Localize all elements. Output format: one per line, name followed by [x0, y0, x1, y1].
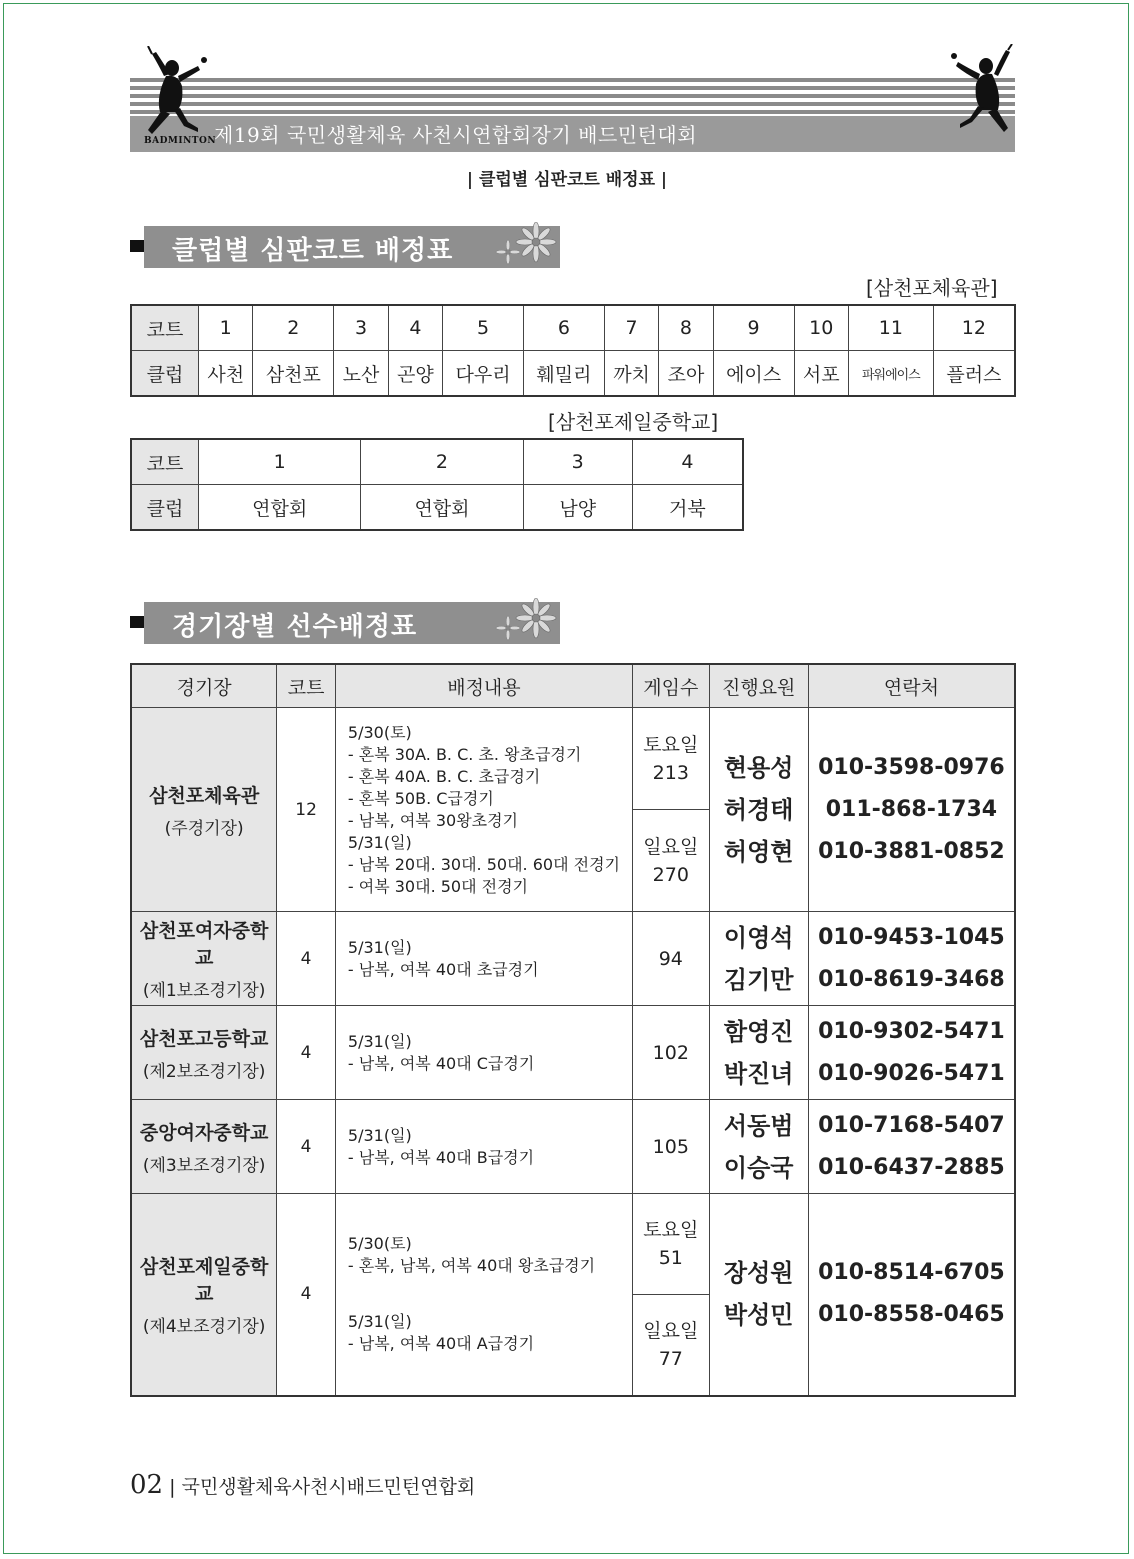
game-count	[632, 810, 709, 912]
staff-name: 이영석	[723, 922, 794, 952]
table-row	[131, 1100, 1015, 1194]
table-row	[131, 485, 743, 531]
club-cell: 조아	[659, 351, 713, 397]
column-header: 코트	[277, 664, 336, 708]
content-line: - 남복 20대. 30대. 50대. 60대 전경기	[347, 854, 620, 874]
section-title: 경기장별 선수배정표	[172, 612, 418, 642]
game-number: 270	[652, 863, 689, 886]
flower-icon	[490, 222, 564, 270]
footer-org-name: 국민생활체육사천시배드민턴연합회	[181, 1476, 476, 1498]
game-number: 213	[652, 761, 689, 784]
contact-cell	[808, 912, 1015, 1006]
game-day: 일요일	[643, 835, 699, 858]
content-line: - 여복 30대. 50대 전경기	[347, 876, 529, 896]
assignment-content	[335, 1194, 632, 1396]
table-header-row	[131, 664, 1015, 708]
page-footer	[130, 1470, 475, 1500]
table-row	[131, 439, 743, 485]
staff-cell	[709, 1194, 808, 1396]
court-cell: 8	[659, 305, 713, 351]
venue-name: 중앙여자중학교	[139, 1121, 269, 1144]
game-day: 토요일	[643, 1219, 699, 1241]
venue-name: 삼천포고등학교	[139, 1027, 269, 1050]
game-number: 102	[652, 1041, 689, 1064]
assignment-content	[335, 708, 632, 912]
venue-name: 삼천포제일중학교	[139, 1255, 269, 1305]
game-number: 105	[652, 1135, 689, 1158]
game-day: 일요일	[643, 1319, 699, 1342]
content-line: 5/30(토)	[347, 1234, 412, 1254]
row-label-club: 클럽	[131, 485, 199, 531]
assignment-content	[335, 1006, 632, 1100]
phone-number: 010-8619-3468	[818, 966, 1005, 992]
content-line: 5/31(일)	[347, 1312, 412, 1332]
court-cell: 6	[523, 305, 604, 351]
game-count	[632, 1100, 709, 1194]
game-number: 94	[658, 947, 683, 970]
court-cell: 1	[199, 305, 253, 351]
club-cell: 곤양	[388, 351, 442, 397]
court-count: 4	[277, 912, 336, 1006]
content-line: - 남복, 여복 30왕초경기	[347, 810, 519, 830]
court-count: 4	[277, 1006, 336, 1100]
court-cell: 1	[199, 439, 361, 485]
phone-number: 010-7168-5407	[818, 1112, 1005, 1138]
content-line: - 혼복, 남복, 여복 40대 왕초급경기	[347, 1256, 596, 1276]
staff-name: 허영현	[723, 836, 794, 866]
content-line: - 남복, 여복 40대 A급경기	[347, 1334, 535, 1354]
table-row	[131, 1006, 1015, 1100]
column-header: 배정내용	[335, 664, 632, 708]
content-line: 5/31(일)	[347, 832, 412, 852]
game-count	[632, 912, 709, 1006]
game-count	[632, 1006, 709, 1100]
banner-title: 제19회 국민생활체육 사천시연합회장기 배드민턴대회	[214, 123, 698, 147]
content-line: - 남복, 여복 40대 초급경기	[347, 959, 539, 979]
club-cell: 플러스	[933, 351, 1015, 397]
club-cell: 거북	[632, 485, 743, 531]
club-cell: 삼천포	[253, 351, 334, 397]
venue-cell	[131, 708, 277, 912]
table-row	[131, 708, 1015, 810]
phone-number: 011-868-1734	[825, 796, 998, 822]
court-cell: 5	[443, 305, 524, 351]
contact-cell	[808, 1194, 1015, 1396]
content-line: 5/31(일)	[347, 1031, 412, 1051]
content-line: - 혼복 30A. B. C. 초. 왕초급경기	[347, 744, 582, 764]
content-line: - 남복, 여복 40대 B급경기	[347, 1147, 535, 1167]
badminton-player-right-icon	[942, 44, 1022, 136]
page-number: 02	[130, 1470, 164, 1500]
row-label-court: 코트	[131, 439, 199, 485]
staff-name: 장성원	[723, 1258, 794, 1288]
section-title: 클럽별 심판코트 배정표	[172, 236, 454, 266]
venue-cell	[131, 1100, 277, 1194]
court-count: 4	[277, 1100, 336, 1194]
column-header: 진행요원	[709, 664, 808, 708]
staff-name: 서동범	[723, 1110, 794, 1140]
club-cell: 연합회	[199, 485, 361, 531]
phone-number: 010-3598-0976	[818, 754, 1005, 780]
referee-court-table-school	[130, 438, 744, 531]
content-line: - 남복, 여복 40대 C급경기	[347, 1053, 535, 1073]
column-header: 연락처	[808, 664, 1015, 708]
game-count	[632, 1194, 709, 1295]
row-label-court: 코트	[131, 305, 199, 351]
assignment-content	[335, 912, 632, 1006]
court-cell: 3	[334, 305, 388, 351]
club-cell: 훼밀리	[523, 351, 604, 397]
club-cell: 파워에이스	[848, 351, 933, 397]
badminton-player-left-icon	[138, 46, 218, 138]
contact-cell	[808, 708, 1015, 912]
phone-number: 010-9026-5471	[818, 1060, 1005, 1086]
club-cell: 노산	[334, 351, 388, 397]
flower-icon	[490, 598, 564, 646]
location-label-school: [삼천포제일중학교]	[548, 410, 719, 434]
row-label-club: 클럽	[131, 351, 199, 397]
game-count	[632, 708, 709, 810]
phone-number: 010-6437-2885	[818, 1154, 1005, 1180]
court-cell: 10	[794, 305, 848, 351]
staff-name: 박성민	[723, 1300, 794, 1330]
content-line: 5/31(일)	[347, 937, 412, 957]
phone-number: 010-9302-5471	[818, 1018, 1005, 1044]
content-line: - 혼복 40A. B. C. 초급경기	[347, 766, 541, 786]
game-number: 77	[658, 1347, 683, 1370]
venue-name: 삼천포체육관	[149, 784, 260, 807]
page-subtitle: | 클럽별 심판코트 배정표 |	[466, 170, 668, 190]
content-line: 5/30(토)	[347, 722, 412, 742]
court-count: 4	[277, 1194, 336, 1396]
game-number: 51	[658, 1247, 683, 1269]
staff-cell	[709, 708, 808, 912]
referee-court-table-gym	[130, 304, 1016, 397]
club-cell: 까치	[604, 351, 658, 397]
assignment-content	[335, 1100, 632, 1194]
court-cell: 4	[632, 439, 743, 485]
court-cell: 3	[523, 439, 632, 485]
staff-cell	[709, 1006, 808, 1100]
club-cell: 남양	[523, 485, 632, 531]
player-assignment-table	[130, 663, 1016, 1397]
phone-number: 010-8514-6705	[818, 1260, 1005, 1286]
staff-name: 함영진	[723, 1016, 794, 1046]
staff-name: 박진녀	[723, 1058, 794, 1088]
footer-separator: |	[169, 1476, 176, 1498]
court-cell: 11	[848, 305, 933, 351]
court-cell: 12	[933, 305, 1015, 351]
venue-role: (제1보조경기장)	[142, 981, 266, 1001]
table-row	[131, 1194, 1015, 1295]
staff-cell	[709, 912, 808, 1006]
court-cell: 7	[604, 305, 658, 351]
phone-number: 010-8558-0465	[818, 1302, 1005, 1328]
venue-cell	[131, 912, 277, 1006]
court-cell: 2	[361, 439, 523, 485]
staff-name: 현용성	[723, 752, 794, 782]
staff-name: 허경태	[723, 794, 794, 824]
location-label-gym: [삼천포체육관]	[866, 276, 998, 300]
column-header: 게임수	[632, 664, 709, 708]
venue-role: (제2보조경기장)	[142, 1061, 266, 1082]
court-cell: 4	[388, 305, 442, 351]
table-row	[131, 912, 1015, 1006]
club-cell: 연합회	[361, 485, 523, 531]
phone-number: 010-3881-0852	[818, 838, 1005, 864]
court-cell: 2	[253, 305, 334, 351]
venue-name: 삼천포여자중학교	[139, 920, 269, 969]
venue-role: (주경기장)	[164, 818, 244, 839]
header-banner	[130, 74, 1015, 154]
column-header: 경기장	[131, 664, 277, 708]
venue-cell	[131, 1006, 277, 1100]
venue-cell	[131, 1194, 277, 1396]
phone-number: 010-9453-1045	[818, 924, 1005, 950]
table-row	[131, 351, 1015, 397]
content-line: - 혼복 50B. C급경기	[347, 788, 494, 808]
game-count	[632, 1295, 709, 1396]
club-cell: 에이스	[713, 351, 794, 397]
club-cell: 서포	[794, 351, 848, 397]
badminton-logo-text: BADMINTON	[144, 136, 217, 146]
venue-role: (제4보조경기장)	[142, 1316, 266, 1337]
table-row	[131, 305, 1015, 351]
contact-cell	[808, 1100, 1015, 1194]
game-day: 토요일	[643, 733, 699, 756]
club-cell: 사천	[199, 351, 253, 397]
contact-cell	[808, 1006, 1015, 1100]
club-cell: 다우리	[443, 351, 524, 397]
staff-name: 김기만	[723, 964, 794, 994]
venue-role: (제3보조경기장)	[142, 1155, 266, 1176]
content-line: 5/31(일)	[347, 1125, 412, 1145]
court-count: 12	[277, 708, 336, 912]
staff-name: 이승국	[723, 1152, 794, 1182]
staff-cell	[709, 1100, 808, 1194]
court-cell: 9	[713, 305, 794, 351]
